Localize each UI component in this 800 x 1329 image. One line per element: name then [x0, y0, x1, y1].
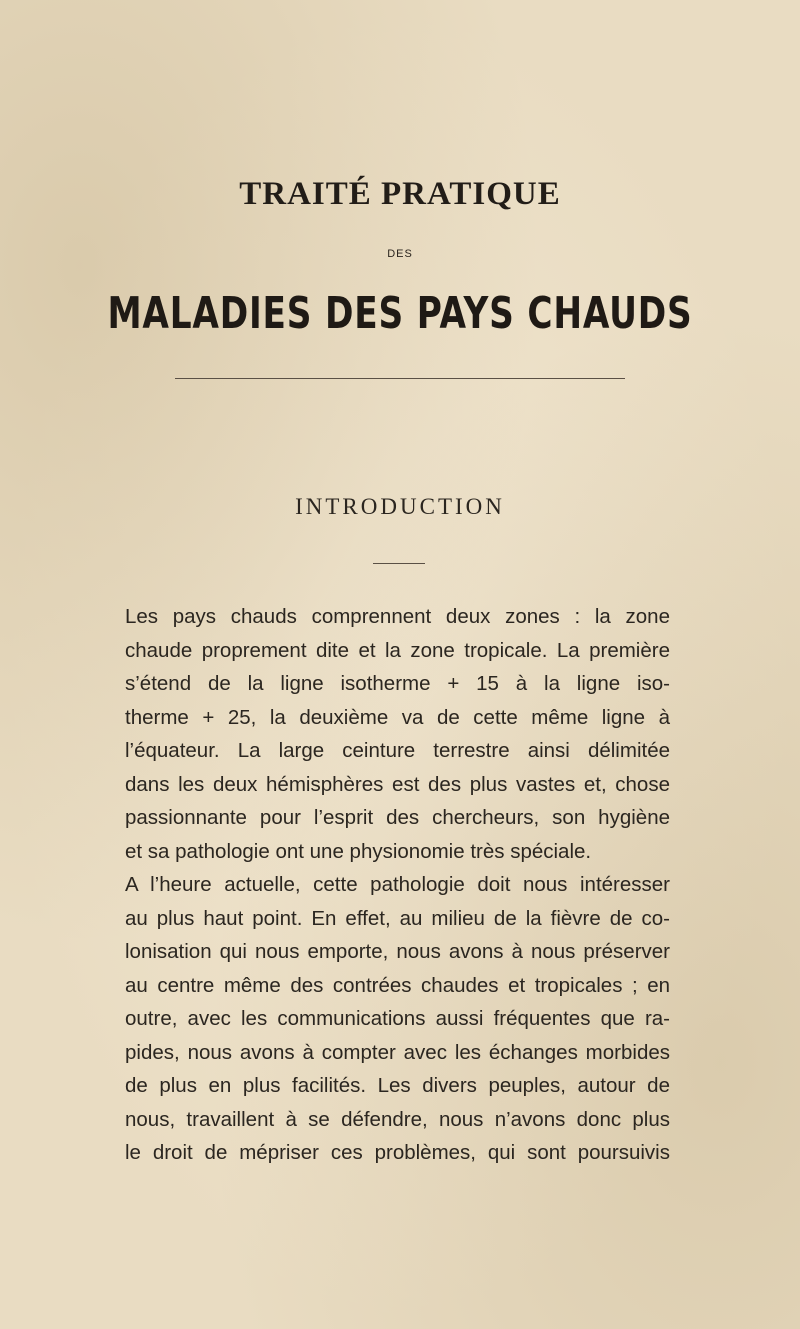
book-title-line-3: MALADIES DES PAYS CHAUDS [107, 288, 693, 339]
book-title-line-1: TRAITÉ PRATIQUE [239, 176, 561, 212]
body-line: et sa pathologie ont une physionomie très spéciale. [125, 839, 592, 863]
body-line: au plus haut point. En effet, au milieu de la fièvre de co- [125, 906, 670, 930]
body-line: s’étend de la ligne isotherme + 15 à la ligne iso- [125, 672, 670, 695]
section-heading: INTRODUCTION [295, 494, 505, 519]
body-line: au centre même des contrées chaudes et tropicales ; en [125, 973, 670, 997]
heading-divider [373, 563, 425, 564]
body-line: A l’heure actuelle, cette pathologie doit nous intéresser [125, 873, 670, 896]
body-line: Les pays chauds comprennent deux zones : la zone [125, 605, 670, 628]
body-line: pides, nous avons à compter avec les échanges morbides [125, 1040, 670, 1064]
body-line: passionnante pour l’esprit des chercheurs, son hygiène [125, 806, 670, 829]
body-paragraphs [125, 600, 670, 1170]
body-line: le droit de mépriser ces problèmes, qui sont poursuivis [125, 1141, 670, 1164]
body-line: chaude proprement dite et la zone tropicale. La première [125, 638, 670, 662]
body-line: dans les deux hémisphères est des plus vastes et, chose [125, 772, 670, 796]
title-divider [175, 378, 625, 379]
book-title-line-2: DES [387, 248, 413, 260]
body-line: nous, travaillent à se défendre, nous n’avons donc plus [125, 1107, 670, 1131]
body-line: de plus en plus facilités. Les divers peuples, autour de [125, 1074, 670, 1097]
body-line: lonisation qui nous emporte, nous avons à nous préserver [125, 940, 670, 963]
body-line: therme + 25, la deuxième va de cette même ligne à [125, 705, 670, 729]
body-line: outre, avec les communications aussi fréquentes que ra- [125, 1007, 670, 1030]
body-line: l’équateur. La large ceinture terrestre ainsi délimitée [125, 739, 670, 762]
